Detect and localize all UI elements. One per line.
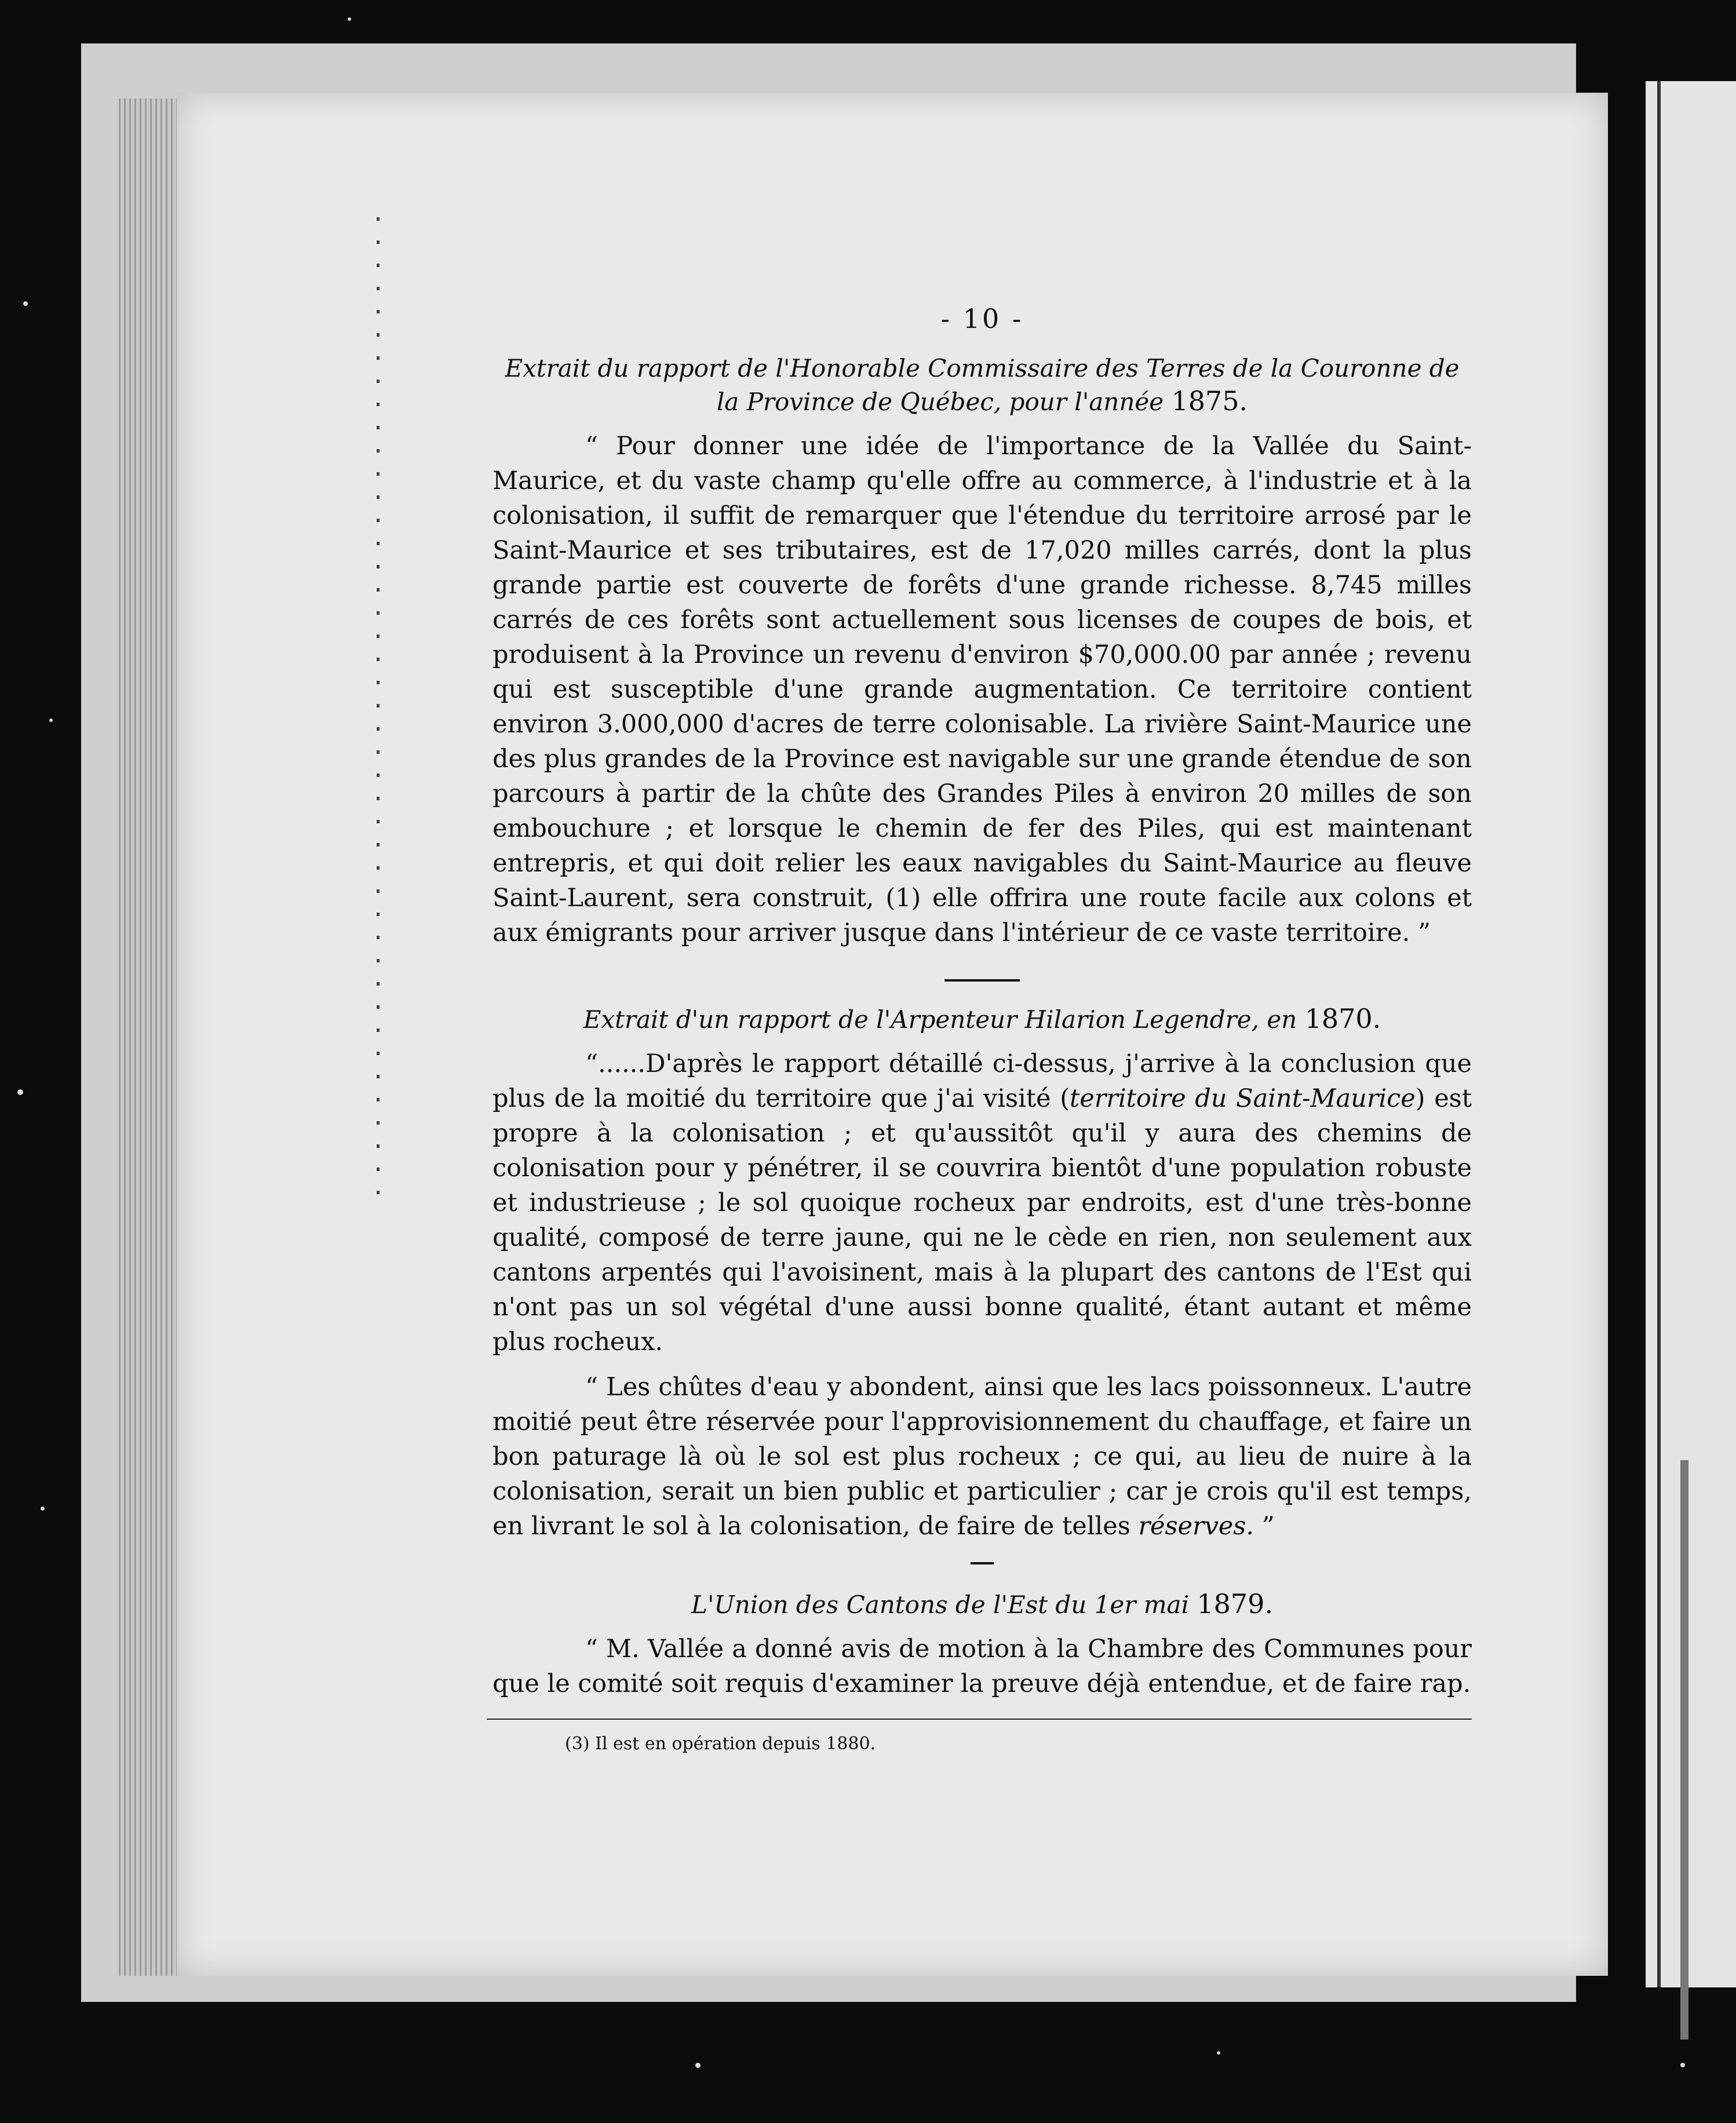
heading-year: 1879. bbox=[1197, 1588, 1274, 1619]
paragraph-union: “ M. Vallée a donné avis de motion à la Chambre des Communes pour que le comité soit requis d'examiner la preuve déjà entendue, et de faire rap. bbox=[493, 1635, 1472, 1698]
heading-year: 1870. bbox=[1304, 1003, 1381, 1034]
dust-speck bbox=[348, 17, 351, 21]
heading-year: 1875. bbox=[1171, 385, 1248, 417]
heading-text: L'Union des Cantons de l'Est du 1er mai bbox=[691, 1591, 1190, 1619]
section-divider-small bbox=[971, 1562, 994, 1564]
dust-speck bbox=[695, 2063, 701, 2068]
footnote: (3) Il est en opération depuis 1880. bbox=[565, 1734, 876, 1754]
dust-speck bbox=[41, 1506, 45, 1511]
text-run: “......D'après le rapport détaillé ci-dessus, j'arrive à la conclusion que plus de la moitié du territoire que j'ai visité ( bbox=[493, 1049, 1472, 1113]
dust-speck bbox=[49, 718, 53, 722]
binding-marks bbox=[377, 217, 380, 1202]
adjacent-page-edge bbox=[1657, 81, 1661, 1987]
italic-run: réserves. bbox=[1138, 1512, 1254, 1541]
paragraph-legendre-2 bbox=[493, 1370, 1472, 1544]
page-number: - 10 - bbox=[940, 303, 1024, 334]
heading-text: Extrait d'un rapport de l'Arpenteur Hilarion Legendre, en bbox=[583, 1005, 1297, 1034]
text-run: ” bbox=[1253, 1512, 1275, 1541]
paragraph-commissaire: “ Pour donner une idée de l'importance de la Vallée du Saint-Maurice, et du vaste champ qu'elle offre au commerce, à l'industrie et à la colonisation, il suffit de remarquer que l'étendue du territoire arrosé par le Saint-Maurice et ses tributaires, est de 17,020 milles carrés, dont la plus grande partie est couverte de forêts d'une grande richesse. 8,745 milles carrés de ces forêts sont actuellement sous licenses de coupes de bois, et produisent à la Province un revenu d'environ $70,000.00 par année ; revenu qui est susceptible d'une grande augmentation. Ce territoire contient environ 3.000,000 d'acres de terre colonisable. La rivière Saint-Maurice une des plus grandes de la Province est navigable sur une grande étendue de son parcours à partir de la chûte des Grandes Piles à environ 20 milles de son embouchure ; et lorsque le chemin de fer des Piles, qui est maintenant entrepris, et qui doit relier les eaux navigables du Saint-Maurice au fleuve Saint-Laurent, sera construit, (1) elle offrira une route facile aux colons et aux émigrants pour arriver jusque dans l'intérieur de ce vaste territoire. ” bbox=[493, 432, 1472, 947]
adjacent-page-strip bbox=[1646, 81, 1736, 1987]
dust-speck bbox=[1217, 2051, 1220, 2055]
dust-speck bbox=[17, 1089, 23, 1095]
section-heading-1 bbox=[493, 352, 1472, 418]
section-heading-3 bbox=[493, 1588, 1472, 1621]
section-divider bbox=[944, 979, 1020, 982]
footnote-divider bbox=[487, 1719, 1472, 1720]
text-run: “ Les chûtes d'eau y abondent, ainsi que les lacs poissonneux. L'autre moitié peut être réservée pour l'approvisionnement du chauffage, et faire un bon paturage là où le sol est plus rocheux ; ce qui, au lieu de nuire à la colonisation, serait un bien public et particulier ; car je crois qu'il est temps, en livrant le sol à la colonisation, de faire de telles bbox=[493, 1373, 1472, 1541]
dust-speck bbox=[1680, 2063, 1685, 2067]
dust-speck bbox=[23, 301, 28, 306]
text-run: ) est propre à la colonisation ; et qu'aussitôt qu'il y aura des chemins de colonisation pour y pénétrer, il se couvrira bientôt d'une population robuste et industrieuse ; le sol quoique rocheux par endroits, est d'une très-bonne qualité, composé de terre jaune, qui ne le cède en rien, non seulement aux cantons arpentés qui l'avoisinent, mais à la plupart des cantons de l'Est qui n'ont pas un sol végétal d'une aussi bonne qualité, étant autant et même plus rocheux. bbox=[493, 1084, 1472, 1356]
paragraph-legendre-1 bbox=[493, 1046, 1472, 1359]
section-heading-2 bbox=[493, 1002, 1472, 1036]
heading-text: Extrait du rapport de l'Honorable Commissaire des Terres de la Couronne de la Province de Québec, pour l'année bbox=[505, 354, 1460, 416]
italic-run: territoire du Saint-Maurice bbox=[1070, 1084, 1416, 1113]
adjacent-page-mark bbox=[1680, 1460, 1688, 2040]
page-content bbox=[493, 301, 1472, 1756]
